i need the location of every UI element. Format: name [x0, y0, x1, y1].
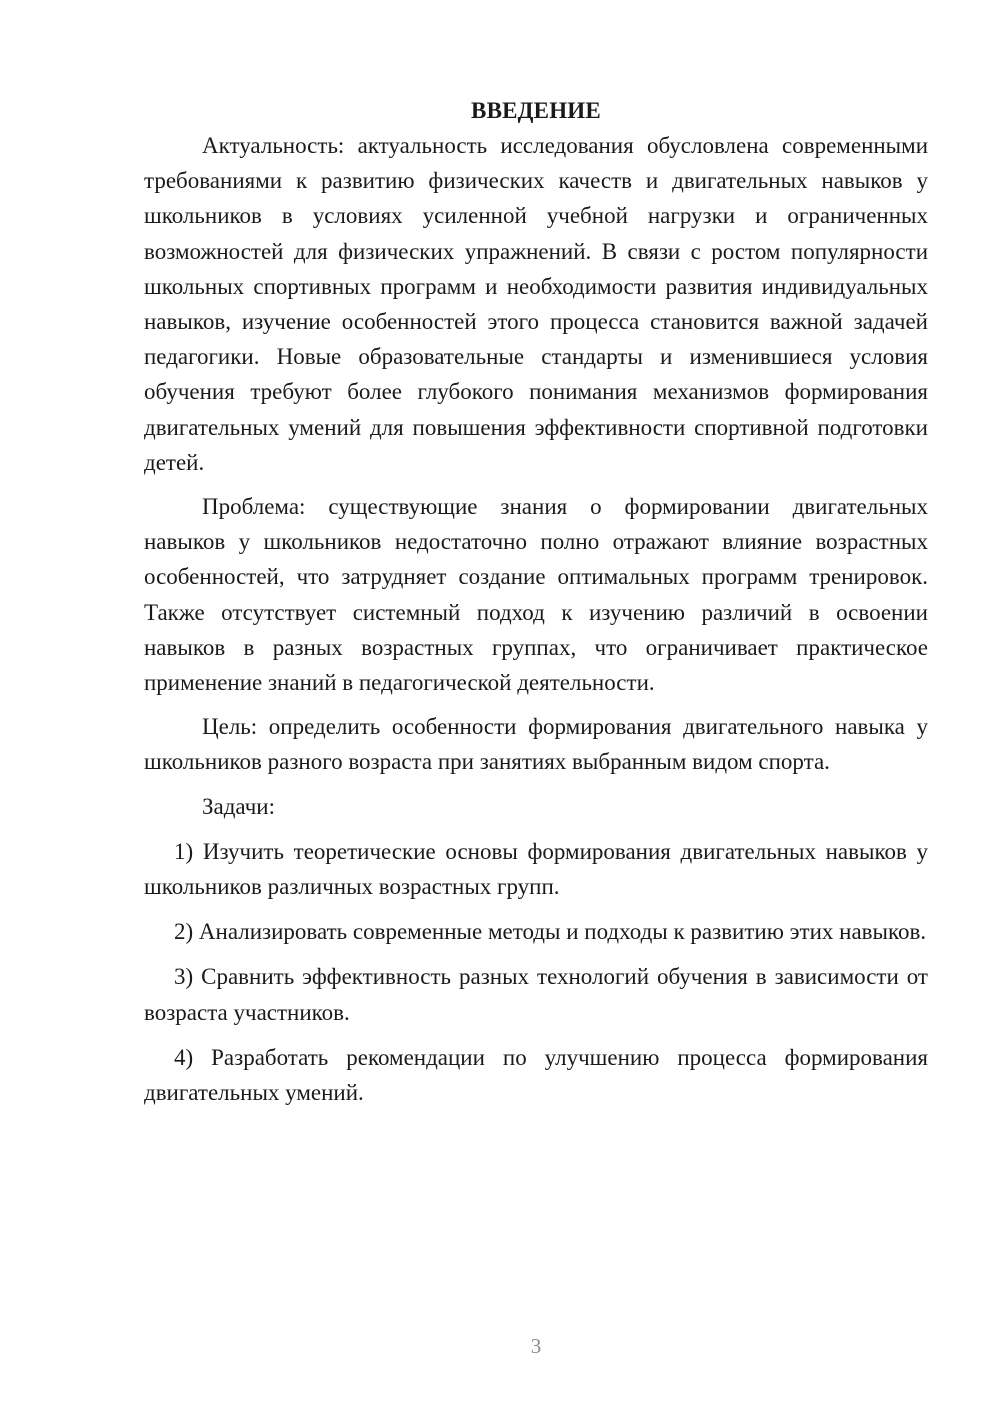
task-item-3: 3) Сравнить эффективность разных технологий обучения в зависимости от возраста участников. [144, 964, 928, 1025]
task-item-2: 2) Анализировать современные методы и подходы к развитию этих навыков. [174, 919, 927, 945]
relevance-paragraph: Актуальность: актуальность исследования обусловлена современными требованиями к развитию физических качеств и двигательных навыков у школьников в условиях усиленной учебной нагрузки и ограниченных возможностей для физических упражнений. В связи с ростом популярности школьных спортивных программ и необходимости развития индивидуальных навыков, изучение особенностей этого процесса становится важной задачей педагогики. Новые образовательные стандарты и изменившиеся условия обучения требуют более глубокого понимания механизмов формирования двигательных умений для повышения эффективности спортивной подготовки детей. [144, 133, 928, 475]
problem-paragraph: Проблема: существующие знания о формировании двигательных навыков у школьников недостаточно полно отражают влияние возрастных особенностей, что затрудняет создание оптимальных программ тренировок. Также отсутствует системный подход к изучению различий в освоении навыков в разных возрастных группах, что ограничивает практическое применение знаний в педагогической деятельности. [144, 494, 928, 696]
task-item-4: 4) Разработать рекомендации по улучшению процесса формирования двигательных умений. [144, 1044, 928, 1106]
page-content [144, 96, 928, 1110]
task-item-1: 1) Изучить теоретические основы формирования двигательных навыков у школьников различных возрастных групп. [144, 838, 928, 900]
page-number: 3 [530, 1334, 542, 1358]
goal-paragraph: Цель: определить особенности формирования двигательного навыка у школьников разного возраста при занятиях выбранным видом спорта. [144, 714, 928, 775]
tasks-label: Задачи: [202, 793, 275, 819]
section-heading: ВВЕДЕНИЕ [471, 98, 601, 123]
